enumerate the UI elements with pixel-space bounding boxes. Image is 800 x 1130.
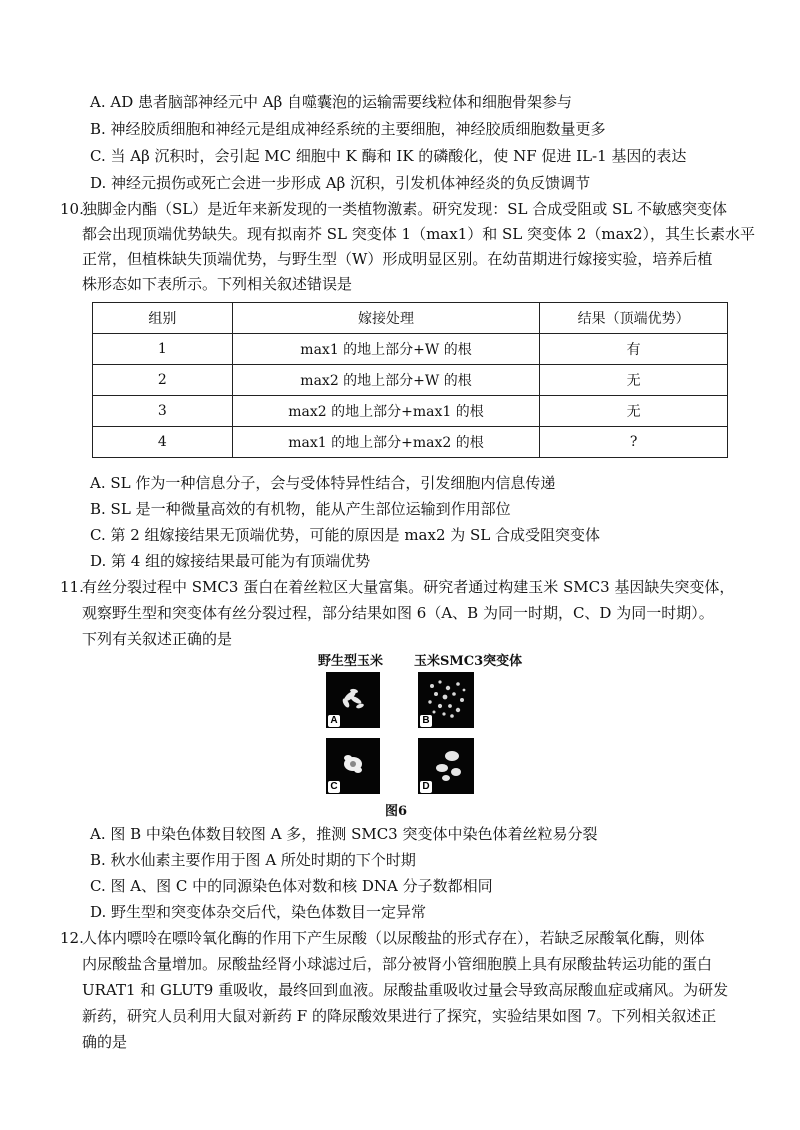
q12-stem-line: 人体内嘌呤在嘌呤氧化酶的作用下产生尿酸（以尿酸盐的形式存在），若缺乏尿酸氧化酶，则体 [82, 929, 705, 947]
panel-letter: D [420, 781, 432, 793]
grafting-table [92, 302, 728, 458]
q9-option-a: A. AD 患者脑部神经元中 Aβ 自噬囊泡的运输需要线粒体和细胞骨架参与 [90, 93, 573, 111]
q11-number: 11. [60, 578, 84, 596]
micrograph-panel-b [418, 672, 474, 728]
table-row [93, 334, 728, 365]
q11-option-a: A. 图 B 中染色体数目较图 A 多，推测 SMC3 突变体中染色体着丝粒易分裂 [90, 825, 598, 843]
table-cell: ? [540, 427, 728, 458]
q10-stem-line: 正常，但植株缺失顶端优势，与野生型（W）形成明显区别。在幼苗期进行嫁接实验，培养后植 [82, 250, 713, 268]
q11-option-d: D. 野生型和突变体杂交后代，染色体数目一定异常 [90, 903, 427, 921]
q9-option-b: B. 神经胶质细胞和神经元是组成神经系统的主要细胞，神经胶质细胞数量更多 [90, 120, 606, 138]
table-cell: 4 [93, 427, 233, 458]
micrograph-panel-c [326, 738, 380, 794]
q10-stem-line: 都会出现顶端优势缺失。现有拟南芥 SL 突变体 1（max1）和 SL 突变体 2（max2），其生长素水平 [82, 225, 756, 243]
table-header-row [93, 303, 728, 334]
table-cell: max1 的地上部分+W 的根 [232, 334, 540, 365]
figure-caption: 图6 [385, 804, 408, 819]
table-cell: 2 [93, 365, 233, 396]
q9-option-d: D. 神经元损伤或死亡会进一步形成 Aβ 沉积，引发机体神经炎的负反馈调节 [90, 174, 591, 192]
table-cell: 1 [93, 334, 233, 365]
panel-letter: B [420, 715, 432, 727]
figure-label-wild: 野生型玉米 [318, 654, 384, 669]
q11-option-c: C. 图 A、图 C 中的同源染色体对数和核 DNA 分子数都相同 [90, 877, 493, 895]
q10-option-a: A. SL 作为一种信息分子，会与受体特异性结合，引发细胞内信息传递 [90, 474, 556, 492]
table-header: 组别 [93, 303, 233, 334]
q12-stem-line: 新药，研究人员利用大鼠对新药 F 的降尿酸效果进行了探究，实验结果如图 7。下列相关叙述正 [82, 1007, 717, 1025]
table-cell: 无 [540, 396, 728, 427]
table-row [93, 365, 728, 396]
table-row [93, 427, 728, 458]
q10-option-c: C. 第 2 组嫁接结果无顶端优势，可能的原因是 max2 为 SL 合成受阻突变体 [90, 526, 601, 544]
q10-option-d: D. 第 4 组的嫁接结果最可能为有顶端优势 [90, 552, 371, 570]
q9-option-c: C. 当 Aβ 沉积时，会引起 MC 细胞中 K 酶和 IK 的磷酸化，使 NF 促进 IL-1 基因的表达 [90, 147, 687, 165]
panel-letter: A [328, 715, 340, 727]
table-cell: max2 的地上部分+W 的根 [232, 365, 540, 396]
q10-stem-line: 株形态如下表所示。下列相关叙述错误是 [82, 275, 353, 293]
micrograph-panel-d [418, 738, 474, 794]
table-cell: 3 [93, 396, 233, 427]
q10-option-b: B. SL 是一种微量高效的有机物，能从产生部位运输到作用部位 [90, 500, 511, 518]
q12-number: 12. [60, 929, 84, 947]
table-cell: max1 的地上部分+max2 的根 [232, 427, 540, 458]
table-header: 嫁接处理 [232, 303, 540, 334]
q12-stem-line: 确的是 [82, 1033, 128, 1051]
panel-letter: C [328, 781, 340, 793]
table-row [93, 396, 728, 427]
q10-stem-line: 独脚金内酯（SL）是近年来新发现的一类植物激素。研究发现：SL 合成受阻或 SL 不敏感突变体 [82, 200, 728, 218]
figure-label-mutant: 玉米SMC3突变体 [414, 654, 523, 669]
table-header: 结果（顶端优势） [540, 303, 728, 334]
q11-stem-line: 下列有关叙述正确的是 [82, 630, 233, 648]
q12-stem-line: 内尿酸盐含量增加。尿酸盐经肾小球滤过后，部分被肾小管细胞膜上具有尿酸盐转运功能的蛋白 [82, 955, 713, 973]
table-cell: 无 [540, 365, 728, 396]
q11-stem-line: 有丝分裂过程中 SMC3 蛋白在着丝粒区大量富集。研究者通过构建玉米 SMC3 基因缺失突变体， [82, 578, 735, 596]
q10-number: 10. [60, 200, 84, 218]
q11-option-b: B. 秋水仙素主要作用于图 A 所处时期的下个时期 [90, 851, 416, 869]
q11-stem-line: 观察野生型和突变体有丝分裂过程，部分结果如图 6（A、B 为同一时期，C、D 为同一时期）。 [82, 604, 714, 622]
micrograph-panel-a [326, 672, 380, 728]
table-cell: max2 的地上部分+max1 的根 [232, 396, 540, 427]
table-cell: 有 [540, 334, 728, 365]
q12-stem-line: URAT1 和 GLUT9 重吸收，最终回到血液。尿酸盐重吸收过量会导致高尿酸血症或痛风。为研发 [82, 981, 729, 999]
